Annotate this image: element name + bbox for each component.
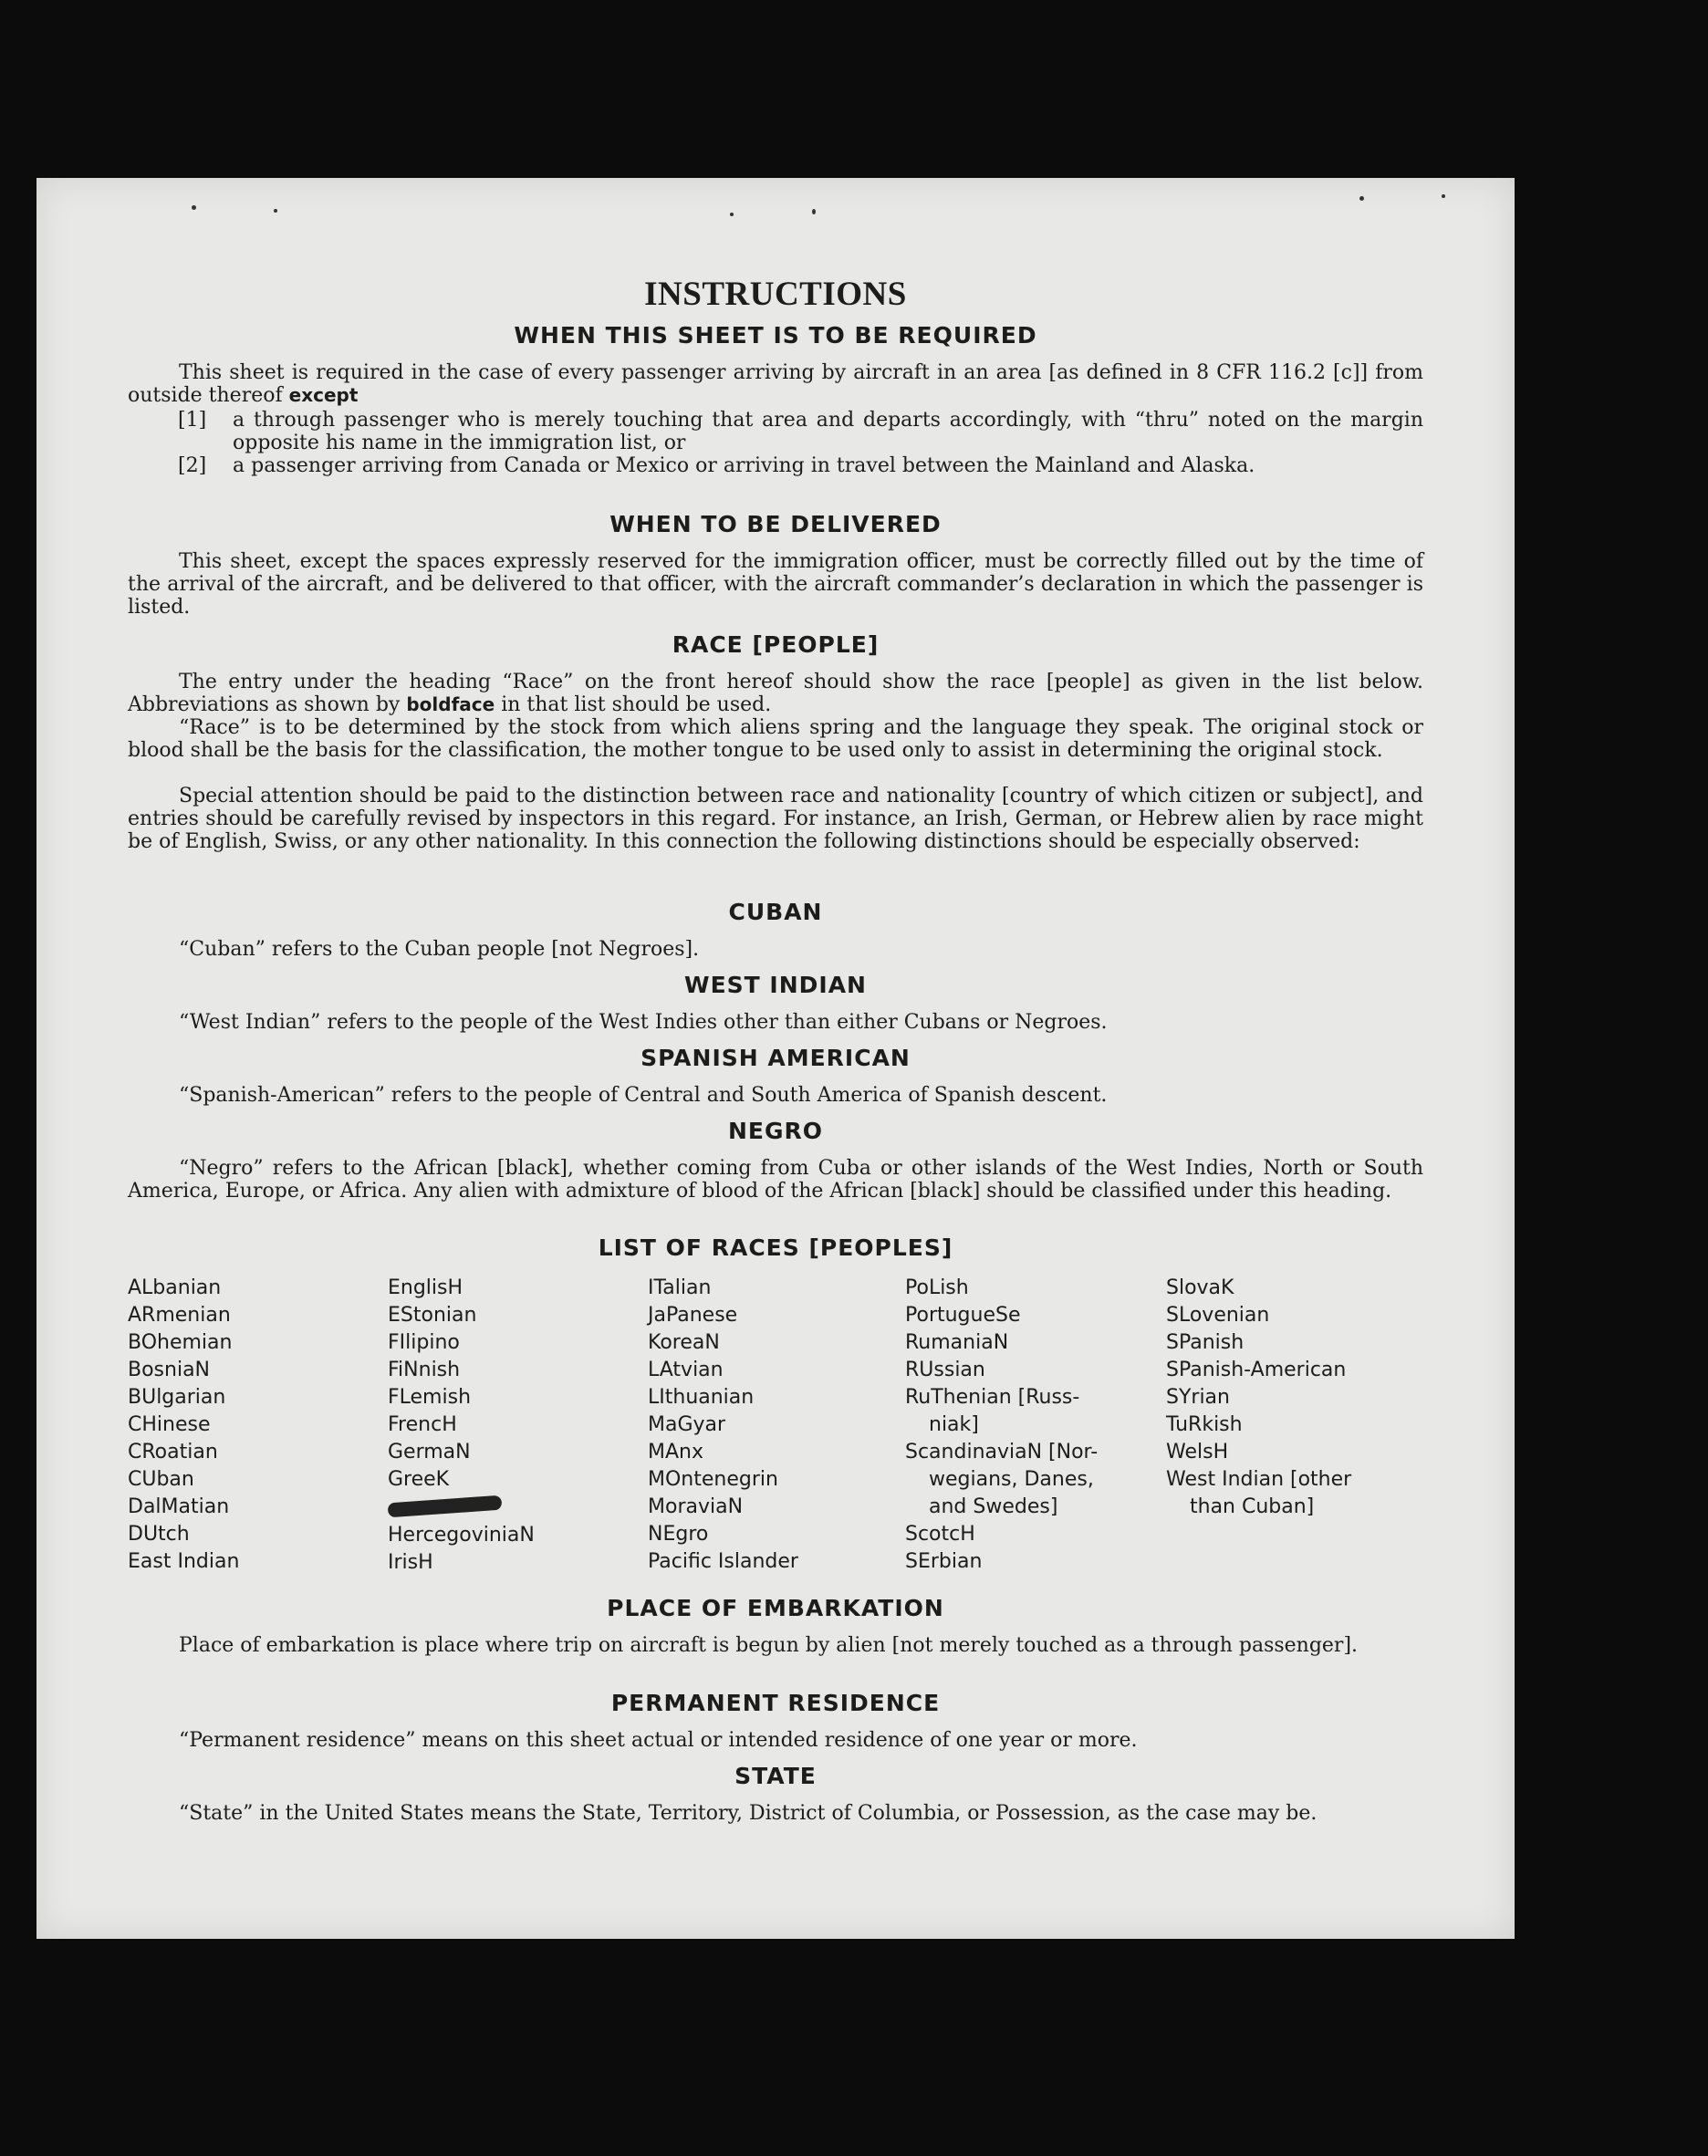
race-item-continued — [905, 1466, 1142, 1494]
race-paragraph-2: “Race” is to be determined by the stock from which aliens spring and the language they speak. The original stock or blood shall be the basis for the classification, the mother tongue to be used only to assist in determining the original stock. — [128, 716, 1423, 762]
item-text: a through passenger who is merely touching that area and departs accordingly, with “thru” noted on the margin opposite his name in the immigration list, or — [233, 409, 1423, 454]
race-item: CUban — [128, 1468, 194, 1491]
race-item: ScandinaviaN [Nor- — [905, 1441, 1099, 1463]
document-sheet — [36, 178, 1515, 1939]
race-item: CRoatian — [128, 1441, 218, 1463]
race-item: TuRkish — [1166, 1413, 1243, 1436]
race-item: WelsH — [1166, 1441, 1229, 1463]
race-item: MaGyar — [648, 1413, 726, 1436]
race-item: ALbanian — [128, 1276, 222, 1299]
heading-list-of-races: LIST OF RACES [PEOPLES] — [598, 1234, 953, 1261]
race-item: CHinese — [128, 1413, 211, 1436]
race-item: JaPanese — [648, 1304, 738, 1327]
except-word: except — [288, 384, 359, 406]
race-item: GermaN — [388, 1441, 471, 1463]
race-item: DalMatian — [128, 1495, 230, 1518]
struck-out-entry — [388, 1494, 625, 1522]
heading-embarkation: PLACE OF EMBARKATION — [607, 1595, 944, 1621]
race-item: LIthuanian — [648, 1386, 755, 1409]
race-item-continued — [905, 1411, 1142, 1439]
cuban-text: “Cuban” refers to the Cuban people [not Negroes]. — [179, 938, 700, 961]
races-column-3 — [648, 1275, 885, 1576]
race-item: PortugueSe — [905, 1304, 1021, 1327]
required-intro — [128, 361, 1423, 407]
heading-west-indian: WEST INDIAN — [684, 972, 867, 998]
race-item: West Indian [other — [1166, 1468, 1352, 1491]
page-title: INSTRUCTIONS — [644, 276, 907, 313]
spanish-american-text: “Spanish-American” refers to the people of Central and South America of Spanish descent. — [179, 1084, 1108, 1107]
races-column-2 — [388, 1275, 625, 1577]
speck — [812, 209, 816, 214]
race-item: SErbian — [905, 1550, 983, 1573]
heading-state: STATE — [734, 1763, 817, 1789]
race-paragraph-1 — [128, 671, 1423, 716]
heading-delivered: WHEN TO BE DELIVERED — [609, 511, 942, 537]
race-item: KoreaN — [648, 1331, 720, 1354]
race-item: MoraviaN — [648, 1495, 744, 1518]
race-item: HercegoviniaN — [388, 1524, 535, 1547]
heading-spanish-american: SPANISH AMERICAN — [640, 1045, 911, 1071]
residence-text: “Permanent residence” means on this sheet actual or intended residence of one year or more. — [179, 1729, 1138, 1752]
race-item-continuation: than Cuban] — [1190, 1495, 1315, 1518]
race-item: Pacific Islander — [648, 1550, 798, 1573]
race-item: IrisH — [388, 1551, 433, 1574]
required-item-2 — [178, 454, 1423, 477]
item-text: a passenger arriving from Canada or Mexico or arriving in travel between the Mainland and Alaska. — [233, 454, 1255, 477]
race-item: GreeK — [388, 1468, 450, 1491]
heading-race: RACE [PEOPLE] — [672, 631, 880, 658]
race-item: SLovenian — [1166, 1304, 1270, 1327]
race-item: SlovaK — [1166, 1276, 1234, 1299]
race-item: SPanish-American — [1166, 1359, 1347, 1381]
required-intro-text: This sheet is required in the case of every passenger arriving by aircraft in an area [as defined in 8 CFR 116.2 [c]] from outside thereof — [128, 361, 1423, 407]
heading-cuban: CUBAN — [728, 899, 823, 925]
speck — [730, 213, 734, 216]
heading-permanent-residence: PERMANENT RESIDENCE — [610, 1690, 941, 1716]
race-item: FiNnish — [388, 1359, 461, 1381]
race-item: FrencH — [388, 1413, 457, 1436]
race-item: BOhemian — [128, 1331, 233, 1354]
race-item: RuThenian [Russ- — [905, 1386, 1080, 1409]
race-item: EStonian — [388, 1304, 477, 1327]
item-number: [1] — [178, 409, 207, 432]
speck — [1359, 196, 1364, 201]
race-item: PoLish — [905, 1276, 969, 1299]
race-item: SPanish — [1166, 1331, 1245, 1354]
race-item-continued — [1166, 1494, 1403, 1521]
state-text: “State” in the United States means the State, Territory, District of Columbia, or Possession, as the case may be. — [179, 1802, 1317, 1825]
race-paragraph-3: Special attention should be paid to the distinction between race and nationality [country of which citizen or subject], and entries should be carefully revised by inspectors in this regard. For instance, an Irish, German, or Hebrew alien by race might be of English, Swiss, or any other nationality. In this connection the following distinctions should be especially observed: — [128, 785, 1423, 853]
race-item: BUlgarian — [128, 1386, 226, 1409]
race-item: ITalian — [648, 1276, 712, 1299]
race-item: BosniaN — [128, 1359, 211, 1381]
speck — [192, 205, 196, 210]
race-item: ScotcH — [905, 1523, 975, 1546]
race-p1-a: The entry under the heading “Race” on the front hereof should show the race [people] as given in the list below. Abbreviations as shown by — [128, 671, 1423, 716]
race-item: ARmenian — [128, 1304, 231, 1327]
race-item: EnglisH — [388, 1276, 463, 1299]
ink-scribble — [388, 1495, 503, 1518]
heading-required: WHEN THIS SHEET IS TO BE REQUIRED — [514, 322, 1037, 349]
item-number: [2] — [178, 454, 207, 477]
race-item: DUtch — [128, 1523, 190, 1546]
delivered-text: This sheet, except the spaces expressly reserved for the immigration officer, must be correctly filled out by the time of the arrival of the aircraft, and be delivered to that officer, with the aircraft commander’s declaration in which the passenger is listed. — [128, 550, 1423, 619]
race-item: MAnx — [648, 1441, 703, 1463]
race-item-continuation: and Swedes] — [929, 1495, 1058, 1518]
speck — [1442, 194, 1445, 198]
race-item-continuation: niak] — [929, 1413, 979, 1436]
speck — [274, 209, 277, 213]
race-item: MOntenegrin — [648, 1468, 778, 1491]
race-item: FLemish — [388, 1386, 472, 1409]
heading-negro: NEGRO — [727, 1118, 824, 1144]
boldface-word: boldface — [406, 693, 495, 715]
required-item-1 — [178, 409, 1423, 454]
race-p1-b: in that list should be used. — [501, 693, 772, 716]
negro-text: “Negro” refers to the African [black], whether coming from Cuba or other islands of the West Indies, North or South America, Europe, or Africa. Any alien with admixture of blood of the African [black] should be classified under this heading. — [128, 1157, 1423, 1203]
races-column-5 — [1166, 1275, 1403, 1521]
race-item: RUssian — [905, 1359, 985, 1381]
race-item: East Indian — [128, 1550, 240, 1573]
race-item-continued — [905, 1494, 1142, 1521]
race-item: SYrian — [1166, 1386, 1230, 1409]
race-item: NEgro — [648, 1523, 709, 1546]
embarkation-text: Place of embarkation is place where trip on aircraft is begun by alien [not merely touched as a through passenger]. — [179, 1634, 1359, 1657]
races-column-4 — [905, 1275, 1142, 1576]
west-indian-text: “West Indian” refers to the people of the West Indies other than either Cubans or Negroes. — [179, 1011, 1108, 1034]
races-column-1 — [128, 1275, 365, 1576]
race-item: FIlipino — [388, 1331, 460, 1354]
race-item-continuation: wegians, Danes, — [929, 1468, 1094, 1491]
race-item: LAtvian — [648, 1359, 724, 1381]
race-item: RumaniaN — [905, 1331, 1009, 1354]
